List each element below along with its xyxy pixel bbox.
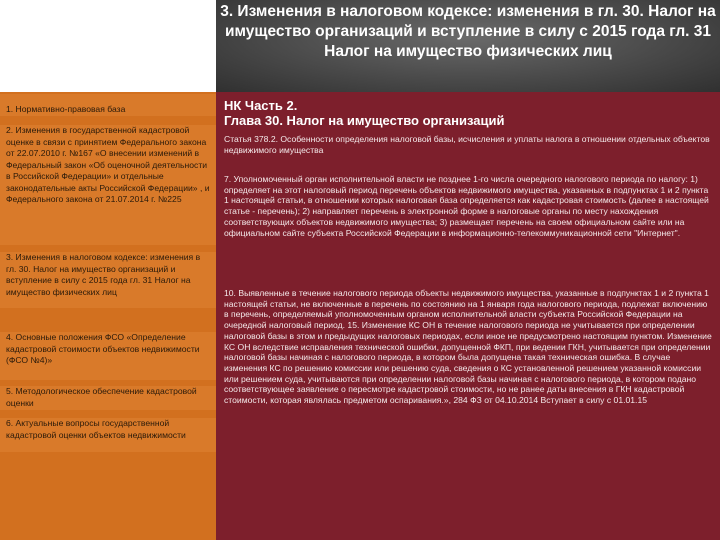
- article-paragraph: Статья 378.2. Особенности определения налоговой базы, исчисления и уплаты налога в отношении отдельных объектов недвижимого имущества: [224, 134, 710, 155]
- sidebar-item-tax-code-changes[interactable]: 3. Изменения в налоговом кодексе: изменения в гл. 30. Налог на имущество организаций и вступление в силу с 2015 года гл. 31 Налог на имущество физических лиц: [0, 252, 216, 308]
- sidebar-item-methodology[interactable]: 5. Методологическое обеспечение кадастровой оценки: [0, 386, 216, 410]
- main-content: [216, 92, 720, 540]
- sidebar-item-cadastral-changes[interactable]: 2. Изменения в государственной кадастровой оценке в связи с принятием Федерального закона от 22.07.2010 г. №167 «О внесении изменений в Федеральный закон «Об оценочной деятельности в Российской Федерации» и отдельные законодательные акты Российской Федерации» , и Федерального закона от 21.07.2014 г. №225: [0, 125, 216, 245]
- sidebar-navigation: [0, 92, 216, 540]
- section-title-line2: Глава 30. Налог на имущество организаций: [224, 113, 505, 128]
- clause-7-paragraph: 7. Уполномоченный орган исполнительной власти не позднее 1-го числа очередного налогового периода по налогу: 1) определяет на этот налоговый период перечень объектов недвижимого имущества, указанных в подпунктах 1 и 2 пункта 1 настоящей статьи, в отношении которых налоговая база определяется как кадастровая стоимость (далее в настоящей статье - перечень); 2) направляет перечень в электронной форме в налоговые органы по месту нахождения соответствующих объектов недвижимого имущества; 3) размещает перечень на своем официальном сайте или на официальном сайте субъекта Российской Федерации в информационно-телекоммуникационной сети "Интернет".: [224, 174, 709, 238]
- clause-10-15-paragraph: 10. Выявленные в течение налогового периода объекты недвижимого имущества, указанные в подпунктах 1 и 2 пункта 1 настоящей статьи, не включенные в перечень по состоянию на 1 января года налогового периода, подлежат включению в перечень, определяемый уполномоченным органом исполнительной власти субъекта Российской Федерации на очередной налоговый период. 15. Изменение КС ОН в течение налогового периода не учитывается при определении налоговой базы в этом и предыдущих налоговых периодах, если иное не предусмотрено настоящим пунктом. Изменение КС ОН вследствие исправления технической ошибки, допущенной ФКП, при ведении ГКН, учитывается при определении налоговой базы начиная с налогового периода, в котором была допущена такая техническая ошибка. В случае изменения КС по решению комиссии или решению суда, сведения о КС установленной решением указанной комиссии или решением суда, учитываются при определении налоговой базы начиная с налогового периода, в котором подано соответствующее заявление о пересмотре кадастровой стоимости, но не ранее даты внесения в ГКН кадастровой стоимости, которая являлась предметом оспаривания.», 284 ФЗ от 04.10.2014 Вступает в силу с 01.01.15: [224, 288, 712, 406]
- slide-title: 3. Изменения в налоговом кодексе: изменения в гл. 30. Налог на имущество организаций и вступление в силу с 2015 года гл. 31 Налог на имущество физических лиц: [220, 3, 716, 60]
- top-left-blank: [0, 0, 216, 92]
- slide-header: [216, 0, 720, 92]
- section-title: [224, 98, 714, 128]
- section-title-line1: НК Часть 2.: [224, 98, 298, 113]
- sidebar-item-legal-basis[interactable]: 1. Нормативно-правовая база: [0, 94, 216, 116]
- sidebar-item-fso4[interactable]: 4. Основные положения ФСО «Определение кадастровой стоимости объектов недвижимости (ФСО №4)»: [0, 332, 216, 380]
- sidebar-item-current-issues[interactable]: 6. Актуальные вопросы государственной кадастровой оценки объектов недвижимости: [0, 418, 216, 452]
